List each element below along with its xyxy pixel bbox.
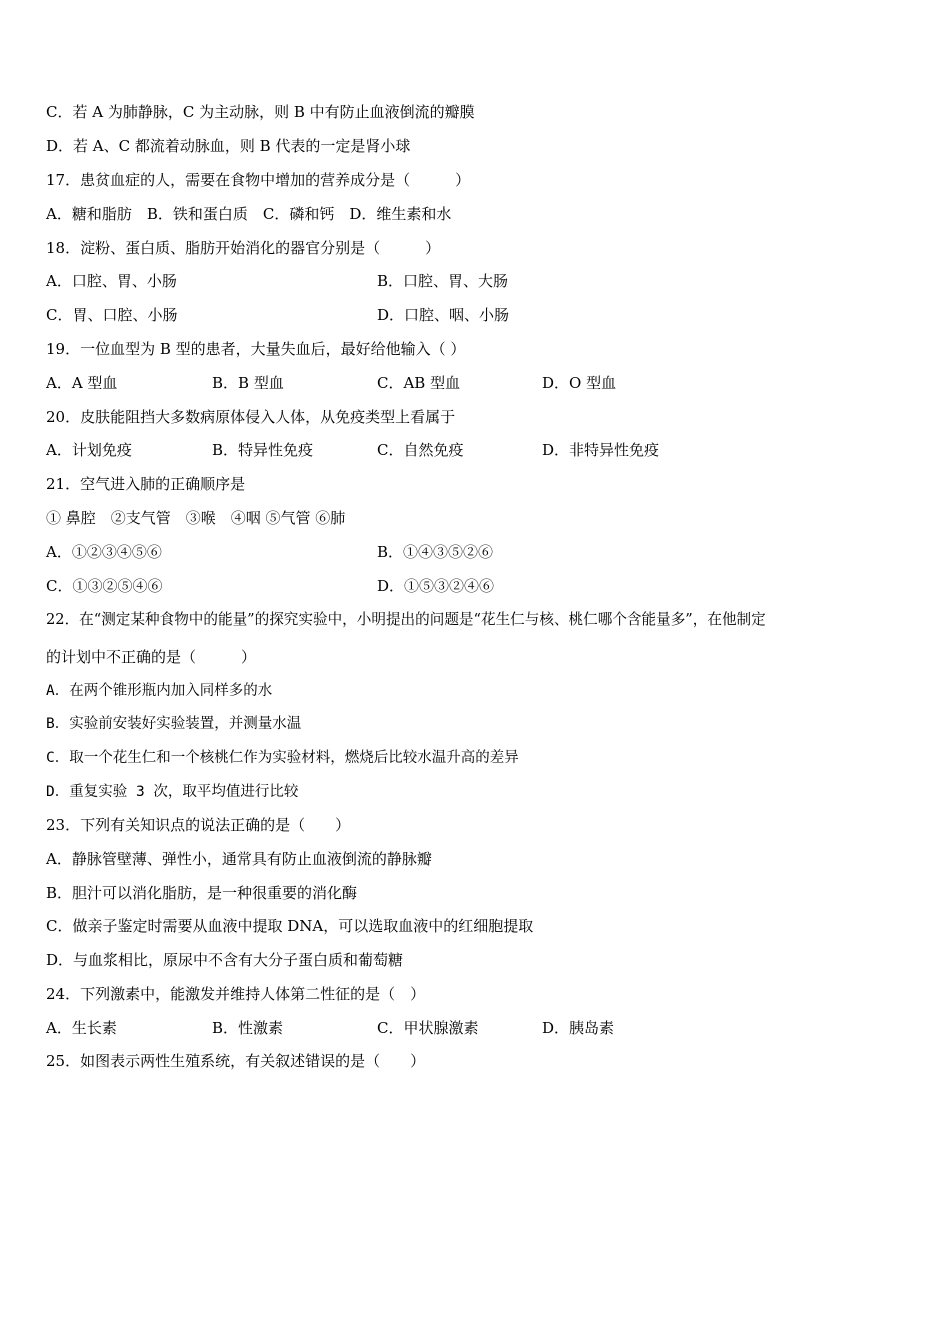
q21-stem: 21．空气进入肺的正确顺序是 — [46, 475, 246, 493]
q18-option-d: D．口腔、咽、小肠 — [377, 306, 510, 324]
q22-stem-line2: 的计划中不正确的是（ ） — [46, 648, 257, 666]
q23-option-a: A．静脉管壁薄、弹性小，通常具有防止血液倒流的静脉瓣 — [46, 850, 432, 868]
q21-options-row2 — [46, 574, 906, 598]
q24-stem: 24．下列激素中，能激发并维持人体第二性征的是（ ） — [46, 985, 426, 1003]
q19-option-d: D．O 型血 — [542, 374, 617, 392]
q24-option-a: A．生长素 — [46, 1019, 117, 1037]
q18-stem: 18．淀粉、蛋白质、脂肪开始消化的器官分别是（ ） — [46, 239, 441, 257]
q18-options-row2 — [46, 303, 906, 327]
q18-option-c: C．胃、口腔、小肠 — [46, 306, 178, 324]
q21-option-a: A．①②③④⑤⑥ — [46, 543, 162, 561]
q20-option-a: A．计划免疫 — [46, 441, 132, 459]
q20-option-d: D．非特异性免疫 — [542, 441, 660, 459]
q23-option-d: D．与血浆相比，原尿中不含有大分子蛋白质和葡萄糖 — [46, 951, 404, 969]
q19-options — [46, 371, 906, 395]
q24-options — [46, 1016, 906, 1040]
q18-option-b: B．口腔、胃、大肠 — [377, 272, 509, 290]
q16-option-d: D．若 A、C 都流着动脉血，则 B 代表的一定是肾小球 — [46, 137, 411, 155]
q22-stem-line1: 22．在“测定某种食物中的能量”的探究实验中，小明提出的问题是“花生仁与核、桃仁哪个含能量多”，在他制定 — [46, 611, 766, 628]
q21-options-row1 — [46, 540, 906, 564]
q23-option-c: C．做亲子鉴定时需要从血液中提取 DNA，可以选取血液中的红细胞提取 — [46, 917, 534, 935]
q23-stem: 23．下列有关知识点的说法正确的是（ ） — [46, 816, 351, 834]
q20-stem: 20．皮肤能阻挡大多数病原体侵入人体，从免疫类型上看属于 — [46, 408, 456, 426]
q19-option-b: B．B 型血 — [212, 374, 284, 392]
q22-option-d: D．重复实验 3 次，取平均值进行比较 — [46, 784, 299, 800]
q19-stem: 19．一位血型为 B 型的患者，大量失血后，最好给他输入（ ） — [46, 340, 466, 358]
q23-option-b: B．胆汁可以消化脂肪，是一种很重要的消化酶 — [46, 884, 358, 902]
q16-option-c: C．若 A 为肺静脉，C 为主动脉，则 B 中有防止血液倒流的瓣膜 — [46, 103, 475, 121]
q22-option-c: C．取一个花生仁和一个核桃仁作为实验材料，燃烧后比较水温升高的差异 — [46, 750, 519, 766]
q20-option-b: B．特异性免疫 — [212, 441, 314, 459]
q18-option-a: A．口腔、胃、小肠 — [46, 272, 177, 290]
q19-option-a: A．A 型血 — [46, 374, 118, 392]
q18-options-row1 — [46, 269, 906, 293]
q24-option-b: B．性激素 — [212, 1019, 284, 1037]
q17-stem: 17．患贫血症的人，需要在食物中增加的营养成分是（ ） — [46, 171, 471, 189]
q25-stem: 25．如图表示两性生殖系统，有关叙述错误的是（ ） — [46, 1052, 426, 1070]
q24-option-d: D．胰岛素 — [542, 1019, 615, 1037]
q21-option-b: B．①④③⑤②⑥ — [377, 543, 494, 561]
q24-option-c: C．甲状腺激素 — [377, 1019, 479, 1037]
q21-option-c: C．①③②⑤④⑥ — [46, 577, 163, 595]
q22-option-b: B．实验前安装好实验装置，并测量水温 — [46, 716, 302, 732]
q19-option-c: C．AB 型血 — [377, 374, 461, 392]
q22-option-a: A．在两个锥形瓶内加入同样多的水 — [46, 683, 273, 699]
q17-options: A．糖和脂肪 B．铁和蛋白质 C．磷和钙 D．维生素和水 — [46, 205, 452, 223]
q20-option-c: C．自然免疫 — [377, 441, 464, 459]
q20-options — [46, 438, 906, 462]
q21-option-d: D．①⑤③②④⑥ — [377, 577, 495, 595]
q21-items: ① 鼻腔 ②支气管 ③喉 ④咽 ⑤气管 ⑥肺 — [46, 509, 346, 527]
